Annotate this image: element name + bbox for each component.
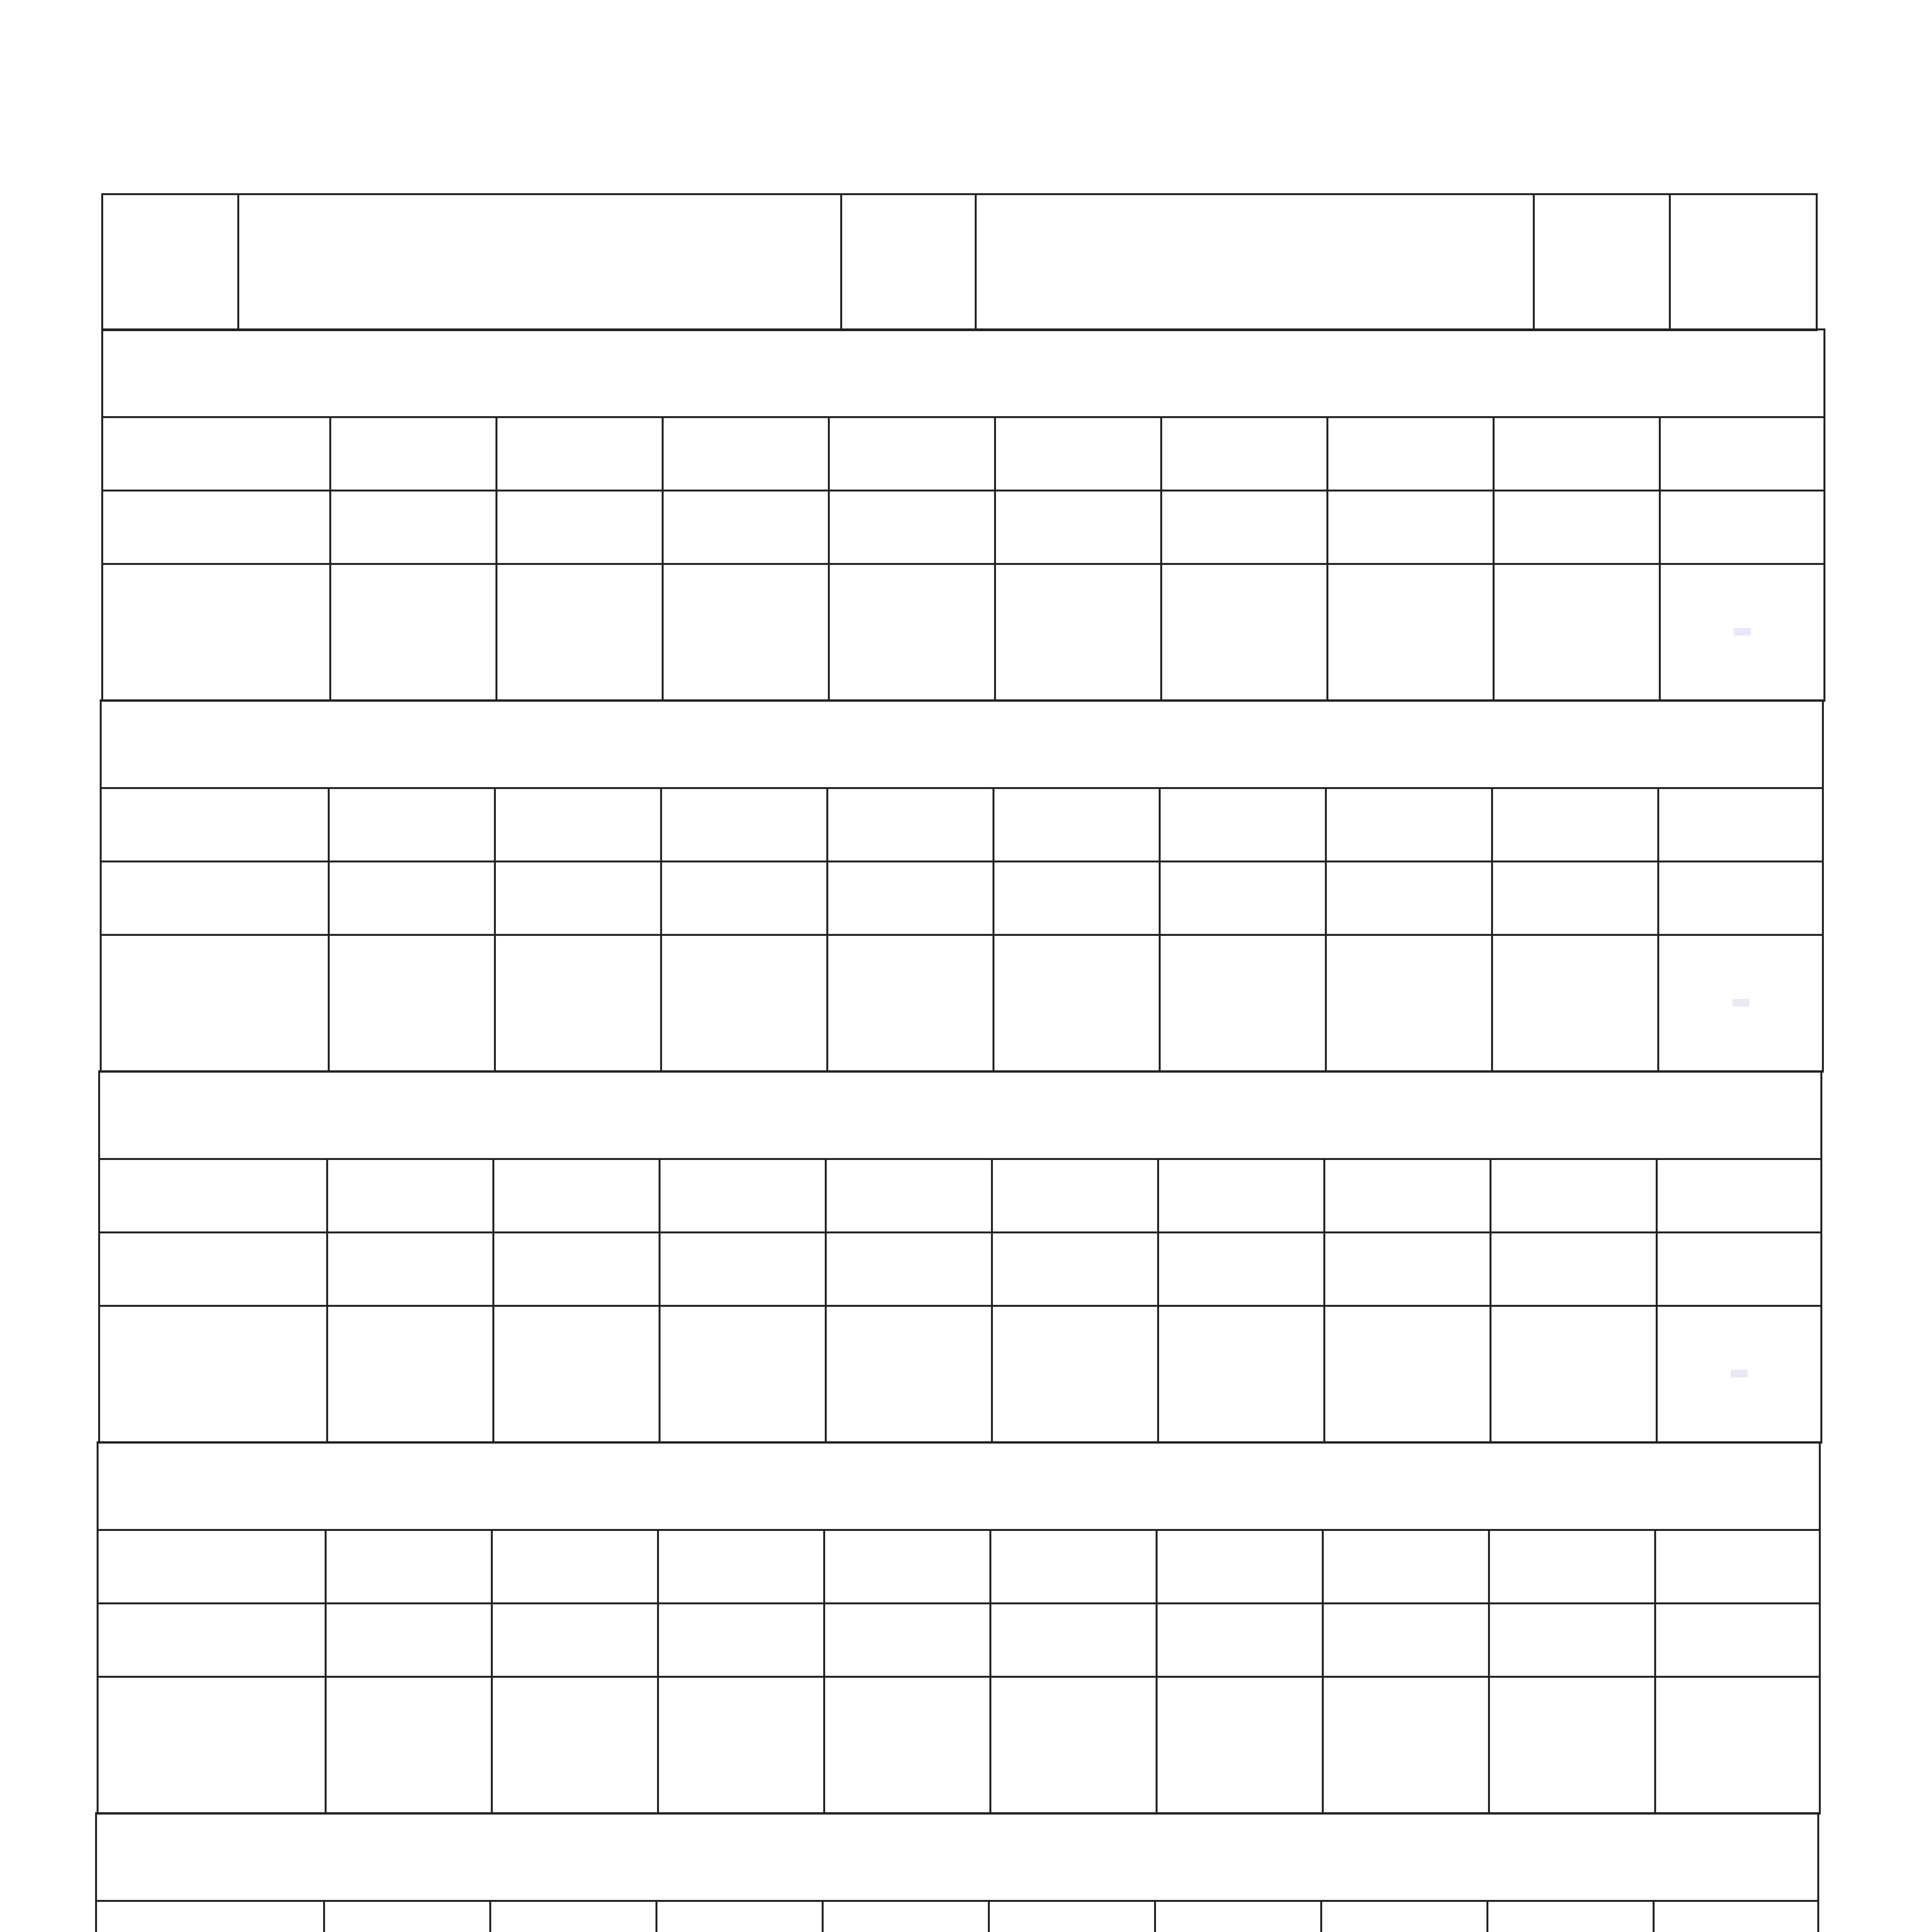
room-capacity — [994, 862, 1160, 935]
room-capacity — [824, 1604, 991, 1677]
room-number — [1489, 1530, 1655, 1604]
room-number — [494, 1159, 660, 1233]
room-number — [658, 1530, 824, 1604]
room-occupants[interactable] — [1660, 564, 1825, 701]
room-number-label — [101, 788, 329, 862]
gender-mark — [1734, 628, 1751, 636]
page-title — [0, 73, 1917, 174]
room-capacity — [826, 1233, 992, 1306]
room-number — [497, 417, 663, 491]
floor-heading — [96, 1813, 1818, 1901]
unit-label — [841, 194, 976, 330]
room-occupants[interactable] — [991, 1677, 1157, 1814]
room-occupants[interactable] — [1323, 1677, 1489, 1814]
room-occupants[interactable] — [824, 1677, 991, 1814]
room-number — [657, 1901, 823, 1932]
room-capacity — [1160, 862, 1326, 935]
occupants-label — [101, 935, 329, 1072]
room-number-label — [96, 1901, 324, 1932]
date-field[interactable] — [238, 194, 841, 330]
room-number — [994, 788, 1160, 862]
room-number — [660, 1159, 826, 1233]
room-number — [1321, 1901, 1488, 1932]
room-occupants[interactable] — [661, 935, 827, 1072]
room-number — [1657, 1159, 1822, 1233]
room-number — [330, 417, 497, 491]
room-occupants[interactable] — [829, 564, 995, 701]
room-number — [992, 1159, 1158, 1233]
room-occupants[interactable] — [1328, 564, 1494, 701]
room-capacity — [497, 491, 663, 564]
room-capacity — [658, 1604, 824, 1677]
room-number — [1326, 788, 1492, 862]
room-number — [991, 1530, 1157, 1604]
room-occupants[interactable] — [663, 564, 829, 701]
room-number-label — [99, 1159, 327, 1233]
room-occupants[interactable] — [1655, 1677, 1820, 1814]
floor-table — [98, 1070, 1822, 1444]
unit-field[interactable] — [976, 194, 1534, 330]
room-capacity — [1491, 1233, 1657, 1306]
room-capacity — [827, 862, 994, 935]
room-number — [1655, 1530, 1820, 1604]
room-capacity — [1158, 1233, 1325, 1306]
room-number — [989, 1901, 1155, 1932]
room-number — [495, 788, 661, 862]
room-number — [1491, 1159, 1657, 1233]
room-capacity — [495, 862, 661, 935]
room-capacity — [1323, 1604, 1489, 1677]
room-occupants[interactable] — [330, 564, 497, 701]
room-capacity — [326, 1604, 492, 1677]
room-number — [661, 788, 827, 862]
room-number — [324, 1901, 490, 1932]
room-occupants[interactable] — [1492, 935, 1658, 1072]
floor-table — [97, 1441, 1821, 1815]
room-number — [490, 1901, 657, 1932]
room-capacity — [1655, 1604, 1820, 1677]
count-label — [1534, 194, 1670, 330]
date-label — [102, 194, 238, 330]
room-occupants[interactable] — [995, 564, 1161, 701]
room-number — [995, 417, 1161, 491]
room-number — [1328, 417, 1494, 491]
room-capacity — [1161, 491, 1328, 564]
room-occupants[interactable] — [326, 1677, 492, 1814]
occupants-label — [102, 564, 330, 701]
room-number — [826, 1159, 992, 1233]
floor-table — [101, 328, 1825, 702]
room-number — [1158, 1159, 1325, 1233]
room-capacity — [330, 491, 497, 564]
room-capacity — [995, 491, 1161, 564]
floor-table — [95, 1812, 1819, 1932]
room-capacity — [661, 862, 827, 935]
room-occupants[interactable] — [327, 1306, 494, 1443]
room-number — [1160, 788, 1326, 862]
room-number — [1660, 417, 1825, 491]
count-field[interactable] — [1670, 194, 1817, 330]
room-occupants[interactable] — [1326, 935, 1492, 1072]
room-occupants[interactable] — [1494, 564, 1660, 701]
header-table — [101, 193, 1818, 331]
room-occupants[interactable] — [494, 1306, 660, 1443]
room-capacity — [663, 491, 829, 564]
occupants-label — [99, 1306, 327, 1443]
room-number — [1155, 1901, 1321, 1932]
room-number-label — [102, 417, 330, 491]
floor-heading — [101, 701, 1823, 788]
room-occupants[interactable] — [1489, 1677, 1655, 1814]
room-number-label — [98, 1530, 326, 1604]
gender-mark — [1732, 999, 1749, 1007]
room-occupants[interactable] — [1657, 1306, 1822, 1443]
room-number — [1161, 417, 1328, 491]
room-capacity — [660, 1233, 826, 1306]
room-capacity — [1328, 491, 1494, 564]
room-occupants[interactable] — [1158, 1306, 1325, 1443]
occupants-label — [98, 1677, 326, 1814]
room-capacity — [327, 1233, 494, 1306]
room-occupants[interactable] — [994, 935, 1160, 1072]
room-capacity — [1658, 862, 1823, 935]
room-occupants[interactable] — [1160, 935, 1326, 1072]
room-number — [1325, 1159, 1491, 1233]
room-number — [663, 417, 829, 491]
room-number — [1494, 417, 1660, 491]
room-occupants[interactable] — [495, 935, 661, 1072]
room-capacity — [992, 1233, 1158, 1306]
room-capacity — [329, 862, 495, 935]
room-number — [1658, 788, 1823, 862]
room-occupants[interactable] — [497, 564, 663, 701]
room-number — [1157, 1530, 1323, 1604]
room-number — [829, 417, 995, 491]
room-occupants[interactable] — [492, 1677, 658, 1814]
room-occupants[interactable] — [1325, 1306, 1491, 1443]
room-number — [1492, 788, 1658, 862]
room-number — [824, 1530, 991, 1604]
room-capacity — [829, 491, 995, 564]
room-number — [1488, 1901, 1654, 1932]
room-number — [326, 1530, 492, 1604]
room-number — [827, 788, 994, 862]
room-capacity — [1492, 862, 1658, 935]
room-occupants[interactable] — [992, 1306, 1158, 1443]
room-occupants[interactable] — [1161, 564, 1328, 701]
room-capacity — [1326, 862, 1492, 935]
room-number — [329, 788, 495, 862]
room-capacity — [991, 1604, 1157, 1677]
room-capacity — [1157, 1604, 1323, 1677]
room-occupants[interactable] — [658, 1677, 824, 1814]
room-capacity — [494, 1233, 660, 1306]
room-capacity — [1325, 1233, 1491, 1306]
floor-heading — [98, 1442, 1820, 1530]
capacity-label — [98, 1604, 326, 1677]
room-occupants[interactable] — [1157, 1677, 1323, 1814]
room-number — [327, 1159, 494, 1233]
room-occupants[interactable] — [660, 1306, 826, 1443]
room-occupants[interactable] — [826, 1306, 992, 1443]
room-number — [823, 1901, 989, 1932]
room-number — [492, 1530, 658, 1604]
room-capacity — [492, 1604, 658, 1677]
room-capacity — [1660, 491, 1825, 564]
room-capacity — [1494, 491, 1660, 564]
room-occupants[interactable] — [329, 935, 495, 1072]
capacity-label — [102, 491, 330, 564]
room-occupants[interactable] — [827, 935, 994, 1072]
room-number — [1654, 1901, 1818, 1932]
room-occupants[interactable] — [1658, 935, 1823, 1072]
floor-heading — [99, 1071, 1822, 1159]
room-capacity — [1657, 1233, 1822, 1306]
capacity-label — [99, 1233, 327, 1306]
capacity-label — [101, 862, 329, 935]
room-occupants[interactable] — [1491, 1306, 1657, 1443]
room-capacity — [1489, 1604, 1655, 1677]
room-number — [1323, 1530, 1489, 1604]
gender-mark — [1731, 1370, 1748, 1378]
floor-heading — [102, 330, 1825, 417]
floor-table — [100, 699, 1824, 1073]
